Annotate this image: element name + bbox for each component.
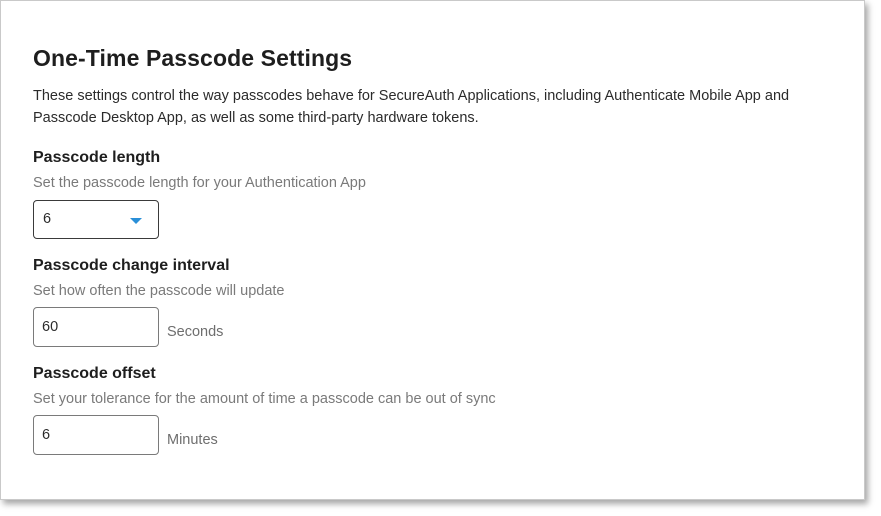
offset-label: Passcode offset [33, 365, 156, 382]
chevron-down-icon [130, 218, 142, 224]
change-interval-row [33, 307, 285, 347]
offset-row [33, 415, 496, 455]
change-interval-input[interactable] [33, 307, 159, 347]
intro-text: These settings control the way passcodes behave for SecureAuth Applications, including Authenticate Mobile App and Passcode Desktop App, as well as some third-party hardware tokens. [33, 88, 790, 126]
change-interval-label: Passcode change interval [33, 257, 230, 274]
offset-description: Set your tolerance for the amount of time a passcode can be out of sync [33, 391, 496, 407]
passcode-length-description: Set the passcode length for your Authentication App [33, 175, 366, 191]
change-interval-description: Set how often the passcode will update [33, 283, 285, 299]
offset-unit: Minutes [167, 432, 218, 448]
change-interval-section [33, 256, 285, 347]
page-title: One-Time Passcode Settings [33, 45, 353, 71]
passcode-length-section [33, 148, 366, 239]
passcode-length-select[interactable] [33, 200, 159, 239]
settings-content [33, 43, 843, 448]
offset-section [33, 364, 496, 455]
offset-input[interactable] [33, 415, 159, 455]
passcode-length-selected-value: 6 [43, 211, 52, 227]
change-interval-unit: Seconds [167, 324, 224, 340]
passcode-length-label: Passcode length [33, 149, 161, 166]
